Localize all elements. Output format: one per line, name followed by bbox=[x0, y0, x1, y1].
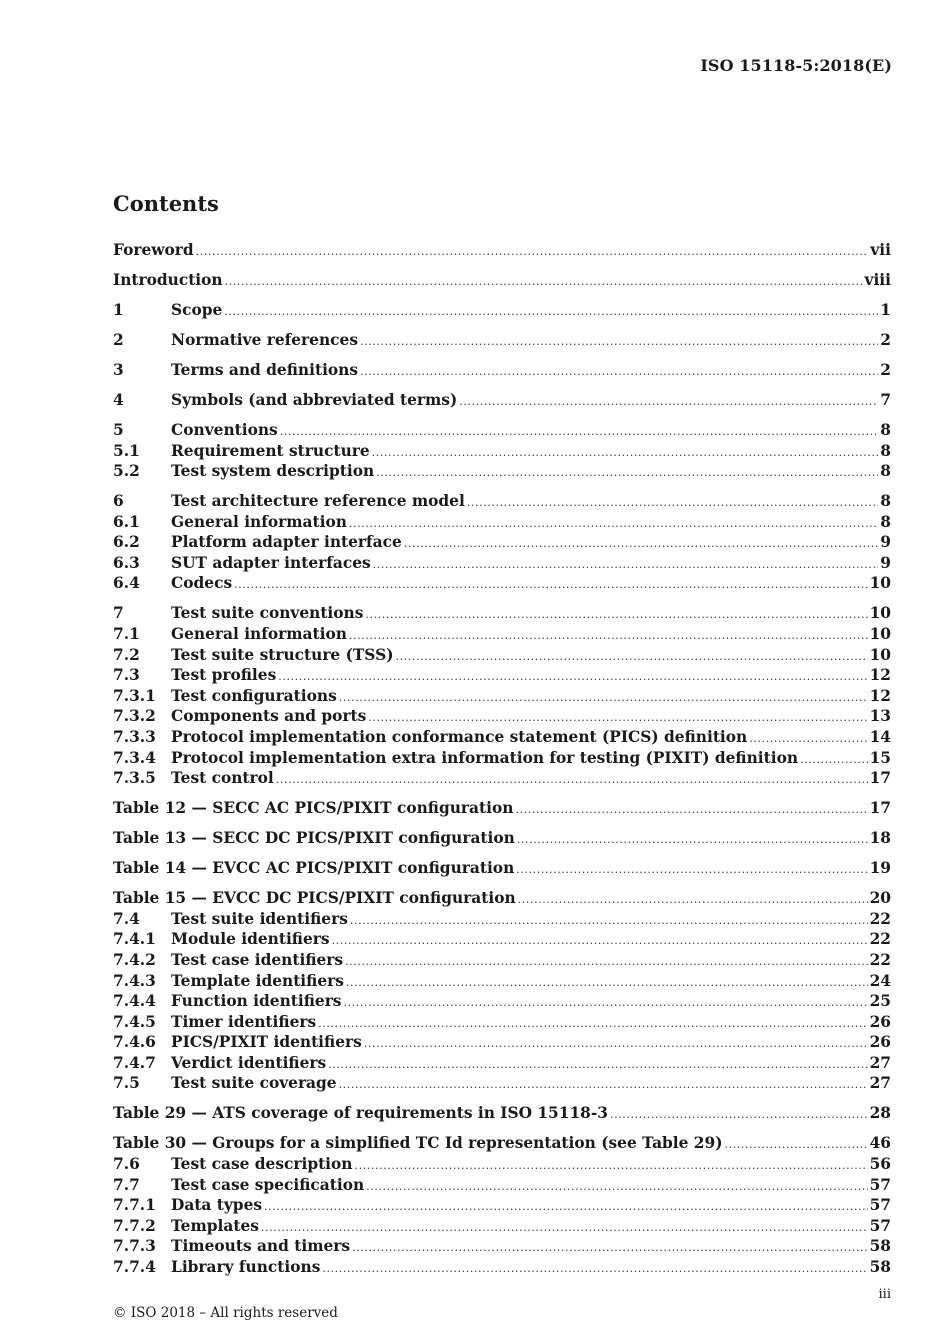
toc-entry[interactable] bbox=[113, 1103, 891, 1124]
toc-entry-page: 26 bbox=[869, 1033, 891, 1052]
toc-entry[interactable] bbox=[113, 1175, 891, 1196]
toc-entry[interactable] bbox=[113, 748, 891, 769]
toc-dot-leader bbox=[264, 1197, 868, 1216]
toc-entry-page: 12 bbox=[869, 666, 891, 685]
toc-entry-number: 7.4.1 bbox=[113, 930, 156, 949]
toc-entry-page: 27 bbox=[869, 1053, 891, 1072]
toc-entry-number: 7.5 bbox=[113, 1074, 140, 1093]
toc-entry[interactable] bbox=[113, 645, 891, 666]
toc-dot-leader bbox=[339, 1075, 868, 1094]
table-of-contents bbox=[113, 240, 891, 1278]
toc-dot-leader bbox=[749, 729, 867, 748]
toc-entry[interactable] bbox=[113, 491, 891, 512]
toc-entry-page: viii bbox=[864, 270, 891, 289]
toc-entry[interactable] bbox=[113, 888, 891, 909]
toc-entry[interactable] bbox=[113, 1032, 891, 1053]
toc-entry-page: 2 bbox=[880, 330, 891, 349]
toc-entry[interactable] bbox=[113, 441, 891, 462]
toc-entry-number: 6.3 bbox=[113, 553, 140, 572]
toc-entry[interactable] bbox=[113, 1216, 891, 1237]
toc-dot-leader bbox=[373, 555, 879, 574]
toc-entry-page: 57 bbox=[869, 1196, 891, 1215]
toc-entry-page: 12 bbox=[869, 686, 891, 705]
toc-entry-number: 6.1 bbox=[113, 512, 140, 531]
toc-entry-title: Test case specification bbox=[171, 1175, 365, 1194]
toc-dot-leader bbox=[276, 770, 868, 789]
toc-entry[interactable] bbox=[113, 950, 891, 971]
toc-entry-number: 7.1 bbox=[113, 625, 140, 644]
toc-entry-title: PICS/PIXIT identifiers bbox=[171, 1033, 362, 1052]
toc-entry-title: Table 29 — ATS coverage of requirements in ISO 15118-3 bbox=[113, 1104, 608, 1123]
toc-entry-title: Test system description bbox=[171, 462, 375, 481]
toc-entry-title: General information bbox=[171, 625, 347, 644]
toc-entry[interactable] bbox=[113, 1236, 891, 1257]
toc-entry-title: Test case description bbox=[171, 1155, 353, 1174]
toc-entry-page: 24 bbox=[869, 971, 891, 990]
toc-dot-leader bbox=[350, 911, 868, 930]
toc-entry-page: 10 bbox=[869, 645, 891, 664]
document-id: ISO 15118-5:2018(E) bbox=[700, 56, 892, 75]
toc-dot-leader bbox=[328, 1055, 867, 1074]
toc-dot-leader bbox=[224, 302, 878, 321]
toc-entry-page: 17 bbox=[869, 799, 891, 818]
toc-entry-number: 5.1 bbox=[113, 441, 140, 460]
toc-entry[interactable] bbox=[113, 1257, 891, 1278]
toc-entry-page: 22 bbox=[869, 950, 891, 969]
toc-entry-number: 5.2 bbox=[113, 462, 140, 481]
toc-entry-number: 7.3.1 bbox=[113, 686, 156, 705]
toc-entry-number: 3 bbox=[113, 360, 124, 379]
toc-dot-leader bbox=[261, 1218, 868, 1237]
toc-dot-leader bbox=[280, 422, 879, 441]
toc-entry-page: 9 bbox=[880, 553, 891, 572]
toc-entry-page: 1 bbox=[880, 300, 891, 319]
toc-entry-title: SUT adapter interfaces bbox=[171, 553, 371, 572]
toc-entry[interactable] bbox=[113, 971, 891, 992]
toc-dot-leader bbox=[404, 534, 879, 553]
toc-entry-page: 27 bbox=[869, 1074, 891, 1093]
toc-entry-title: Test configurations bbox=[171, 686, 337, 705]
toc-entry-title: Test suite conventions bbox=[171, 604, 364, 623]
toc-entry-number: 7.4.7 bbox=[113, 1053, 156, 1072]
toc-entry-title: Platform adapter interface bbox=[171, 533, 402, 552]
toc-entry-number: 6 bbox=[113, 492, 124, 511]
toc-dot-leader bbox=[322, 1259, 867, 1278]
toc-dot-leader bbox=[459, 392, 878, 411]
toc-entry-title: Test architecture reference model bbox=[171, 492, 465, 511]
toc-entry-number: 7.7.4 bbox=[113, 1258, 156, 1276]
toc-entry[interactable] bbox=[113, 909, 891, 930]
toc-entry-number: 7.6 bbox=[113, 1155, 140, 1174]
toc-entry-page: 10 bbox=[869, 574, 891, 593]
toc-entry-page: 10 bbox=[869, 604, 891, 623]
toc-entry-page: 8 bbox=[880, 420, 891, 439]
toc-entry-page: 13 bbox=[869, 707, 891, 726]
toc-dot-leader bbox=[467, 493, 878, 512]
toc-entry-number: 7.3.2 bbox=[113, 707, 156, 726]
toc-entry-page: 46 bbox=[869, 1134, 891, 1153]
toc-entry-title: Normative references bbox=[171, 330, 358, 349]
toc-entry-number: 7.3.4 bbox=[113, 748, 156, 767]
toc-dot-leader bbox=[725, 1135, 868, 1154]
toc-dot-leader bbox=[366, 1177, 867, 1196]
toc-entry-page: 58 bbox=[869, 1258, 891, 1276]
toc-entry[interactable] bbox=[113, 929, 891, 950]
toc-dot-leader bbox=[360, 362, 878, 381]
toc-dot-leader bbox=[332, 931, 868, 950]
toc-entry-number: 7.3.3 bbox=[113, 728, 156, 746]
toc-dot-leader bbox=[278, 667, 867, 686]
toc-entry-number: 7.3.5 bbox=[113, 769, 156, 788]
toc-entry[interactable] bbox=[113, 768, 891, 789]
copyright-footer: © ISO 2018 – All rights reserved bbox=[113, 1305, 338, 1321]
toc-entry-title: Table 15 — EVCC DC PICS/PIXIT configuration bbox=[113, 889, 516, 908]
toc-entry-number: 7.4.5 bbox=[113, 1012, 156, 1031]
toc-entry-page: 19 bbox=[869, 859, 891, 878]
toc-dot-leader bbox=[225, 272, 863, 291]
toc-entry-page: 56 bbox=[869, 1155, 891, 1174]
toc-entry-title: Conventions bbox=[171, 420, 278, 439]
toc-entry-title: Table 30 — Groups for a simplified TC Id representation (see Table 29) bbox=[113, 1134, 723, 1153]
toc-entry-page: 22 bbox=[869, 909, 891, 928]
toc-entry-page: 9 bbox=[880, 533, 891, 552]
toc-entry-number: 7.4 bbox=[113, 909, 140, 928]
toc-entry-page: vii bbox=[870, 241, 891, 259]
toc-entry-number: 2 bbox=[113, 330, 124, 349]
toc-entry-title: Timeouts and timers bbox=[171, 1237, 351, 1256]
toc-entry-number: 7.4.6 bbox=[113, 1033, 156, 1052]
toc-entry-title: Data types bbox=[171, 1196, 263, 1215]
toc-dot-leader bbox=[339, 688, 868, 707]
toc-entry[interactable] bbox=[113, 300, 891, 321]
toc-entry-page: 10 bbox=[869, 625, 891, 644]
toc-entry-title: Requirement structure bbox=[171, 441, 370, 460]
toc-entry[interactable] bbox=[113, 532, 891, 553]
toc-entry[interactable] bbox=[113, 1154, 891, 1175]
toc-entry-number: 7 bbox=[113, 604, 124, 623]
toc-entry-number: 6.2 bbox=[113, 533, 140, 552]
toc-entry-title: Terms and definitions bbox=[171, 360, 359, 379]
toc-entry-title: Test suite coverage bbox=[171, 1074, 337, 1093]
toc-dot-leader bbox=[376, 463, 878, 482]
toc-dot-leader bbox=[318, 1014, 867, 1033]
toc-entry-title: Test case identifiers bbox=[171, 950, 344, 969]
toc-entry[interactable] bbox=[113, 828, 891, 849]
toc-entry-number: 7.7.3 bbox=[113, 1237, 156, 1256]
toc-entry-title: General information bbox=[171, 512, 347, 531]
toc-dot-leader bbox=[364, 1034, 868, 1053]
toc-entry-number: 7.2 bbox=[113, 645, 140, 664]
toc-entry[interactable] bbox=[113, 706, 891, 727]
toc-dot-leader bbox=[352, 1238, 868, 1257]
toc-entry-number: 1 bbox=[113, 300, 124, 319]
toc-entry-page: 14 bbox=[869, 728, 891, 746]
toc-dot-leader bbox=[346, 973, 868, 992]
toc-dot-leader bbox=[372, 443, 879, 462]
toc-entry-number: 7.4.2 bbox=[113, 950, 156, 969]
toc-entry-title: Symbols (and abbreviated terms) bbox=[171, 390, 458, 409]
toc-entry[interactable] bbox=[113, 1053, 891, 1074]
toc-entry[interactable] bbox=[113, 1195, 891, 1216]
toc-dot-leader bbox=[234, 575, 867, 594]
toc-entry[interactable] bbox=[113, 603, 891, 624]
toc-entry-page: 28 bbox=[869, 1104, 891, 1123]
toc-entry-number: 7.4.3 bbox=[113, 971, 156, 990]
toc-entry-title: Protocol implementation conformance statement (PICS) definition bbox=[171, 728, 748, 746]
toc-dot-leader bbox=[355, 1156, 868, 1175]
toc-entry-page: 15 bbox=[869, 748, 891, 767]
toc-entry-page: 22 bbox=[869, 930, 891, 949]
toc-entry-page: 7 bbox=[880, 390, 891, 409]
toc-entry-number: 7.7 bbox=[113, 1175, 140, 1194]
toc-entry[interactable] bbox=[113, 461, 891, 482]
page-title: Contents bbox=[113, 191, 219, 216]
toc-entry[interactable] bbox=[113, 390, 891, 411]
toc-entry-page: 26 bbox=[869, 1012, 891, 1031]
page-number: iii bbox=[878, 1287, 891, 1302]
toc-entry-title: Test suite identifiers bbox=[171, 909, 348, 928]
toc-entry[interactable] bbox=[113, 1012, 891, 1033]
toc-dot-leader bbox=[516, 860, 867, 879]
toc-entry-page: 58 bbox=[869, 1237, 891, 1256]
toc-entry-number: 7.3 bbox=[113, 666, 140, 685]
toc-entry[interactable] bbox=[113, 360, 891, 381]
toc-entry[interactable] bbox=[113, 798, 891, 819]
toc-entry-page: 57 bbox=[869, 1175, 891, 1194]
toc-entry-number: 7.7.1 bbox=[113, 1196, 156, 1215]
toc-entry-title: Module identifiers bbox=[171, 930, 330, 949]
toc-entry-title: Foreword bbox=[113, 241, 194, 259]
toc-dot-leader bbox=[515, 800, 867, 819]
toc-entry[interactable] bbox=[113, 240, 891, 261]
toc-entry-title: Test profiles bbox=[171, 666, 277, 685]
toc-dot-leader bbox=[368, 708, 867, 727]
toc-dot-leader bbox=[196, 242, 869, 261]
toc-dot-leader bbox=[517, 830, 868, 849]
toc-entry-title: Scope bbox=[171, 300, 223, 319]
toc-dot-leader bbox=[800, 750, 868, 769]
toc-entry-page: 17 bbox=[869, 769, 891, 788]
toc-entry-page: 18 bbox=[869, 829, 891, 848]
toc-entry-title: Table 13 — SECC DC PICS/PIXIT configuration bbox=[113, 829, 515, 848]
toc-entry[interactable] bbox=[113, 858, 891, 879]
toc-dot-leader bbox=[349, 626, 868, 645]
toc-entry[interactable] bbox=[113, 553, 891, 574]
toc-entry[interactable] bbox=[113, 420, 891, 441]
toc-entry[interactable] bbox=[113, 512, 891, 533]
toc-dot-leader bbox=[360, 332, 878, 351]
toc-entry-title: Components and ports bbox=[171, 707, 367, 726]
toc-entry-title: Test suite structure (TSS) bbox=[171, 645, 394, 664]
toc-entry[interactable] bbox=[113, 991, 891, 1012]
toc-entry-page: 2 bbox=[880, 360, 891, 379]
toc-entry-number: 5 bbox=[113, 420, 124, 439]
toc-entry[interactable] bbox=[113, 624, 891, 645]
toc-entry-page: 57 bbox=[869, 1216, 891, 1235]
toc-entry-title: Introduction bbox=[113, 270, 223, 289]
toc-entry-title: Templates bbox=[171, 1216, 259, 1235]
toc-entry-title: Function identifiers bbox=[171, 992, 342, 1011]
toc-entry-number: 6.4 bbox=[113, 574, 140, 593]
toc-dot-leader bbox=[345, 952, 868, 971]
toc-dot-leader bbox=[349, 514, 878, 533]
toc-entry[interactable] bbox=[113, 1133, 891, 1154]
toc-entry-title: Template identifiers bbox=[171, 971, 344, 990]
toc-entry-number: 4 bbox=[113, 390, 124, 409]
toc-entry-page: 8 bbox=[880, 441, 891, 460]
toc-entry[interactable] bbox=[113, 665, 891, 686]
toc-dot-leader bbox=[343, 993, 867, 1012]
toc-entry-title: Verdict identifiers bbox=[171, 1053, 327, 1072]
toc-entry-number: 7.4.4 bbox=[113, 992, 156, 1011]
toc-entry-title: Protocol implementation extra information for testing (PIXIT) definition bbox=[171, 748, 799, 767]
toc-dot-leader bbox=[365, 605, 867, 624]
toc-entry[interactable] bbox=[113, 330, 891, 351]
toc-entry-title: Table 12 — SECC AC PICS/PIXIT configuration bbox=[113, 799, 514, 818]
toc-entry[interactable] bbox=[113, 1073, 891, 1094]
toc-entry[interactable] bbox=[113, 270, 891, 291]
toc-entry-title: Library functions bbox=[171, 1258, 321, 1276]
toc-entry-page: 8 bbox=[880, 462, 891, 481]
toc-dot-leader bbox=[610, 1105, 868, 1124]
toc-dot-leader bbox=[518, 890, 868, 909]
toc-entry[interactable] bbox=[113, 573, 891, 594]
toc-entry-page: 8 bbox=[880, 512, 891, 531]
toc-entry-page: 8 bbox=[880, 492, 891, 511]
toc-dot-leader bbox=[395, 647, 867, 666]
toc-entry-title: Codecs bbox=[171, 574, 233, 593]
toc-entry-number: 7.7.2 bbox=[113, 1216, 156, 1235]
toc-entry-page: 25 bbox=[869, 992, 891, 1011]
toc-entry-title: Test control bbox=[171, 769, 274, 788]
toc-entry-title: Timer identifiers bbox=[171, 1012, 317, 1031]
toc-entry[interactable] bbox=[113, 686, 891, 707]
toc-entry-title: Table 14 — EVCC AC PICS/PIXIT configuration bbox=[113, 859, 515, 878]
toc-entry[interactable] bbox=[113, 727, 891, 748]
toc-entry-page: 20 bbox=[869, 889, 891, 908]
